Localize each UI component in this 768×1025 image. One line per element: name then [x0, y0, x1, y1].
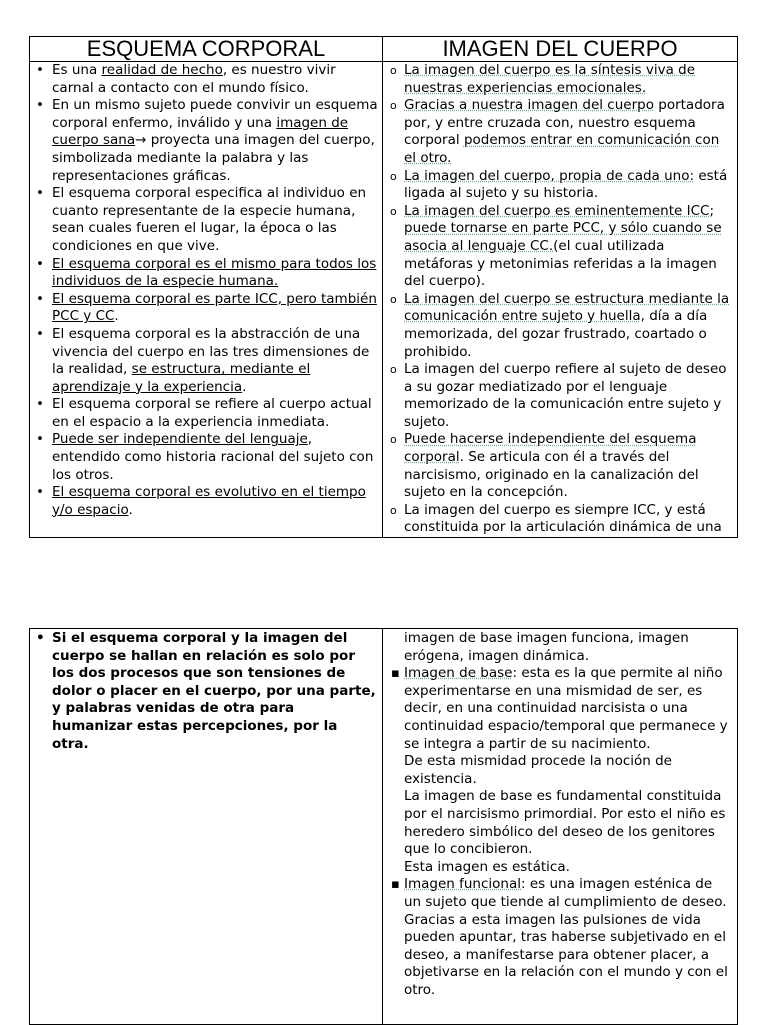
item-text: se estructura, mediante el aprendizaje y la experiencia	[52, 361, 311, 395]
item-text: La imagen del cuerpo es eminentemente ICC; puede tornarse en parte PCC, y sólo cuando se asocia al lenguaje CC.	[404, 202, 722, 254]
item-text: → proyecta una imagen del cuerpo, simbolizada mediante la palabra y las representaciones gráficas.	[52, 132, 375, 184]
item-text: En un mismo sujeto puede convivir un esquema corporal enfermo, inválido y una	[52, 97, 378, 131]
item-text: La imagen del cuerpo se estructura mediante la comunicación entre sujeto y huella	[404, 290, 730, 325]
item-text: .	[114, 308, 119, 325]
list-item	[383, 97, 737, 167]
list-item	[30, 431, 382, 484]
list-item	[383, 431, 737, 501]
item-text: , entendido como historia racional del sujeto con los otros.	[52, 431, 374, 483]
image-type-text: Esta imagen es estática.	[404, 858, 570, 875]
list-item: • Si el esquema corporal y la imagen del cuerpo se hallan en relación es solo por los dos procesos que son tensiones de dolor o placer en el cuerpo, por una parte, y palabras venidas de otra para humanizar estas percepciones, por la otra.	[30, 630, 382, 753]
list-item	[30, 62, 382, 97]
list-item	[30, 326, 382, 396]
image-type-text: De esta mismidad procede la noción de existencia.	[404, 753, 672, 787]
image-type-item	[383, 876, 737, 999]
item-text: Es una	[52, 62, 102, 78]
item-text: La imagen del cuerpo, propia de cada uno:	[404, 167, 695, 184]
item-text: realidad de hecho	[101, 62, 223, 78]
list-item	[30, 396, 382, 431]
image-type-item	[383, 665, 737, 876]
item-text: El esquema corporal es evolutivo en el tiempo y/o espacio	[52, 484, 366, 518]
image-types-intro: imagen de base imagen funciona, imagen erógena, imagen dinámica.	[404, 630, 689, 664]
header-imagen-del-cuerpo: IMAGEN DEL CUERPO	[383, 37, 738, 62]
item-text: El esquema corporal es el mismo para todos los individuos de la especie humana.	[52, 255, 377, 290]
item-text: , es nuestro vivir carnal a contacto con el mundo físico.	[52, 62, 336, 96]
item-text: La imagen del cuerpo refiere al sujeto de deseo a su gozar mediatizado por el lenguaje memorizado de la comunicación entre sujeto y sujeto.	[404, 361, 727, 430]
list-item	[383, 203, 737, 291]
item-text: La imagen del cuerpo es siempre ICC, y está constituida por la articulación dinámica de una	[404, 501, 722, 536]
item-text: imagen de cuerpo sana	[52, 114, 349, 149]
relation-cell	[30, 629, 383, 1025]
item-text: . Se articula con él a través del narcisismo, originado en la canalización del sujeto en la concepción.	[404, 449, 699, 501]
item-text: portadora por, y entre cruzada con, nuestro esquema corporal	[404, 97, 725, 149]
item-text: está ligada al sujeto y su historia.	[404, 167, 728, 202]
image-type-term: Imagen funcional	[404, 876, 522, 893]
image-type-text: Gracias a esta imagen las pulsiones de vida pueden apuntar, tras haberse subjetivado en el deseo, a manifestarse para obtener placer, a objetivarse en la relación con el mundo y con el otro.	[404, 911, 728, 998]
esquema-corporal-cell	[30, 62, 383, 538]
item-text: La imagen del cuerpo es la síntesis viva de nuestras experiencias emocionales.	[404, 62, 696, 96]
header-esquema-corporal: ESQUEMA CORPORAL	[30, 37, 383, 62]
list-item	[383, 62, 737, 97]
item-text: El esquema corporal es parte ICC, pero también PCC y CC	[52, 290, 377, 325]
item-text: El esquema corporal es la abstracción de una vivencia del cuerpo en las tres dimensiones de la realidad,	[52, 325, 370, 378]
image-type-term: Imagen de base	[404, 665, 513, 682]
item-text: Puede ser independiente del lenguaje	[52, 431, 308, 448]
list-item	[30, 256, 382, 291]
list-item	[383, 291, 737, 361]
list-item	[30, 484, 382, 519]
item-text: .	[242, 378, 247, 395]
comparison-table	[29, 36, 738, 538]
relation-list	[30, 630, 382, 753]
item-text: El esquema corporal especifica al individuo en cuanto representante de la especie humana, sean cuales fueren el lugar, la época o las condiciones en que vive.	[52, 185, 367, 254]
list-item	[383, 361, 737, 431]
list-item	[30, 185, 382, 255]
list-item	[30, 291, 382, 326]
item-text: Puede hacerse independiente del esquema corporal	[404, 431, 697, 466]
item-text: podemos entrar en comunicación con el otro.	[404, 132, 720, 166]
continuation-table	[29, 628, 738, 1025]
list-item	[30, 97, 382, 185]
image-types-list	[383, 665, 737, 999]
item-text: .	[128, 501, 133, 518]
list-item	[383, 502, 737, 537]
image-type-text: : es una imagen esténica de un sujeto que tiende al cumplimiento de deseo.	[404, 876, 727, 910]
list-item	[383, 168, 737, 203]
item-text: , día a día memorizada, del gozar frustrado, coartado o prohibido.	[404, 308, 708, 360]
esquema-corporal-list	[30, 62, 382, 519]
item-text: (el cual utilizada metáforas y metonimias referidas a la imagen del cuerpo).	[404, 237, 717, 290]
image-type-text: La imagen de base es fundamental constituida por el narcisismo primordial. Por esto el niño es heredero simbólico del deseo de los genitores que lo concibieron.	[404, 788, 726, 858]
imagen-del-cuerpo-cell	[383, 62, 738, 538]
item-text: El esquema corporal se refiere al cuerpo actual en el espacio a la experiencia inmediata.	[52, 396, 372, 430]
item-text: Gracias a nuestra imagen del cuerpo	[404, 97, 654, 114]
imagen-del-cuerpo-list	[383, 62, 737, 537]
image-types-cell	[383, 629, 738, 1025]
image-type-text: : esta es la que permite al niño experimentarse en una mismidad de ser, es decir, en una continuidad narcisista o una continuidad espacio/temporal que permanece y se integra a partir de su nacimiento.	[404, 665, 728, 752]
